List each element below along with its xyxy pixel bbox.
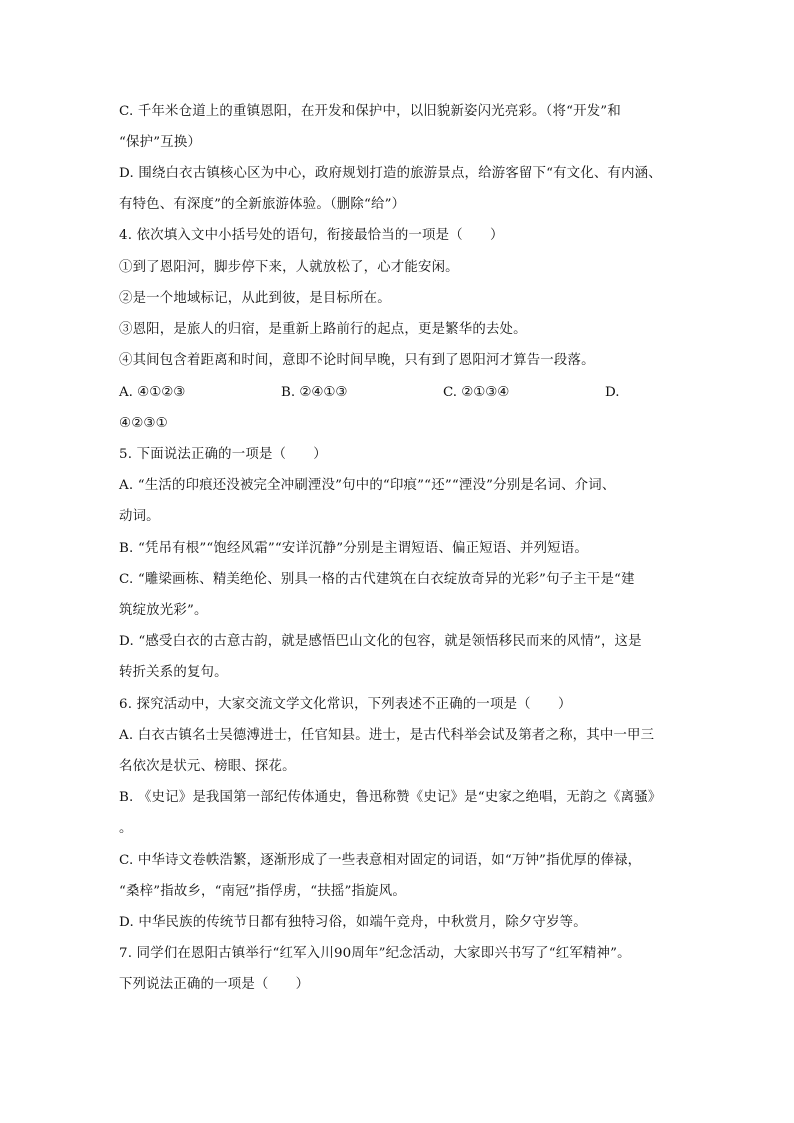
text-line: A. “生活的印痕还没被完全冲刷湮没”句中的“印痕”“还”“湮没”分别是名词、介词、: [119, 478, 616, 493]
text-line: “保护”互换）: [119, 135, 202, 150]
text-line: 。: [119, 821, 133, 836]
text-line: C. “雕梁画栋、精美绝伦、别具一格的古代建筑在白衣绽放奇异的光彩”句子主干是“建: [119, 572, 635, 587]
question-7-stem: 7. 同学们在恩阳古镇举行“红军入川90周年”纪念活动，大家即兴书写了“红军精神”。: [119, 946, 631, 961]
text-line: 有特色、有深度”的全新旅游体验。（删除“给”）: [119, 197, 406, 212]
text-line: 筑绽放光彩”。: [119, 603, 208, 618]
option-a: A. ④①②③: [119, 385, 186, 400]
text-line: 转折关系的复句。: [119, 665, 228, 680]
sentence-1: ①到了恩阳河，脚步停下来，人就放松了，心才能安闲。: [119, 260, 459, 275]
question-5-stem: 5. 下面说法正确的一项是（ ）: [119, 447, 327, 462]
text-line: “桑梓”指故乡，“南冠”指俘虏，“扶摇”指旋风。: [119, 884, 406, 899]
text-line: 下列说法正确的一项是（ ）: [119, 977, 310, 992]
text-line: C. 千年米仓道上的重镇恩阳，在开发和保护中，以旧貌新姿闪光亮彩。（将“开发”和: [119, 104, 621, 119]
question-4-options: [119, 383, 679, 403]
text-line: B. “凭吊有根”“饱经风霜”“安详沉静”分别是主谓短语、偏正短语、并列短语。: [119, 541, 588, 556]
text-line: A. 白衣古镇名士吴德溥进士，任官知县。进士，是古代科举会试及第者之称，其中一甲三: [119, 728, 655, 743]
option-c: C. ②①③④: [443, 385, 510, 400]
sentence-4: ④其间包含着距离和时间，意即不论时间早晚，只有到了恩阳河才算告一段落。: [119, 353, 595, 368]
option-d-value: ④②③①: [119, 416, 168, 431]
question-4-stem: 4. 依次填入文中小括号处的语句，衔接最恰当的一项是（ ）: [119, 228, 504, 243]
text-line: 名依次是状元、榜眼、探花。: [119, 759, 296, 774]
question-6-stem: 6. 探究活动中，大家交流文学文化常识，下列表述不正确的一项是（ ）: [119, 697, 572, 712]
text-line: 动词。: [119, 509, 160, 524]
text-line: D. “感受白衣的古意古韵，就是感悟巴山文化的包容，就是领悟移民而来的风情”，这是: [119, 634, 642, 649]
option-d: D.: [605, 385, 620, 400]
text-line: C. 中华诗文卷帙浩繁，逐渐形成了一些表意相对固定的词语，如“万钟”指优厚的俸禄，: [119, 853, 642, 868]
sentence-2: ②是一个地域标记，从此到彼，是目标所在。: [119, 291, 391, 306]
text-line: D. 中华民族的传统节日都有独特习俗，如端午竞舟，中秋赏月，除夕守岁等。: [119, 915, 587, 930]
text-line: B. 《史记》是我国第一部纪传体通史，鲁迅称赞《史记》是“史家之绝唱，无韵之《离骚》: [119, 790, 662, 805]
option-b: B. ②④①③: [281, 385, 348, 400]
sentence-3: ③恩阳，是旅人的归宿，是重新上路前行的起点，更是繁华的去处。: [119, 322, 527, 337]
text-line: D. 围绕白衣古镇核心区为中心，政府规划打造的旅游景点，给游客留下“有文化、有内涵、: [119, 166, 662, 181]
